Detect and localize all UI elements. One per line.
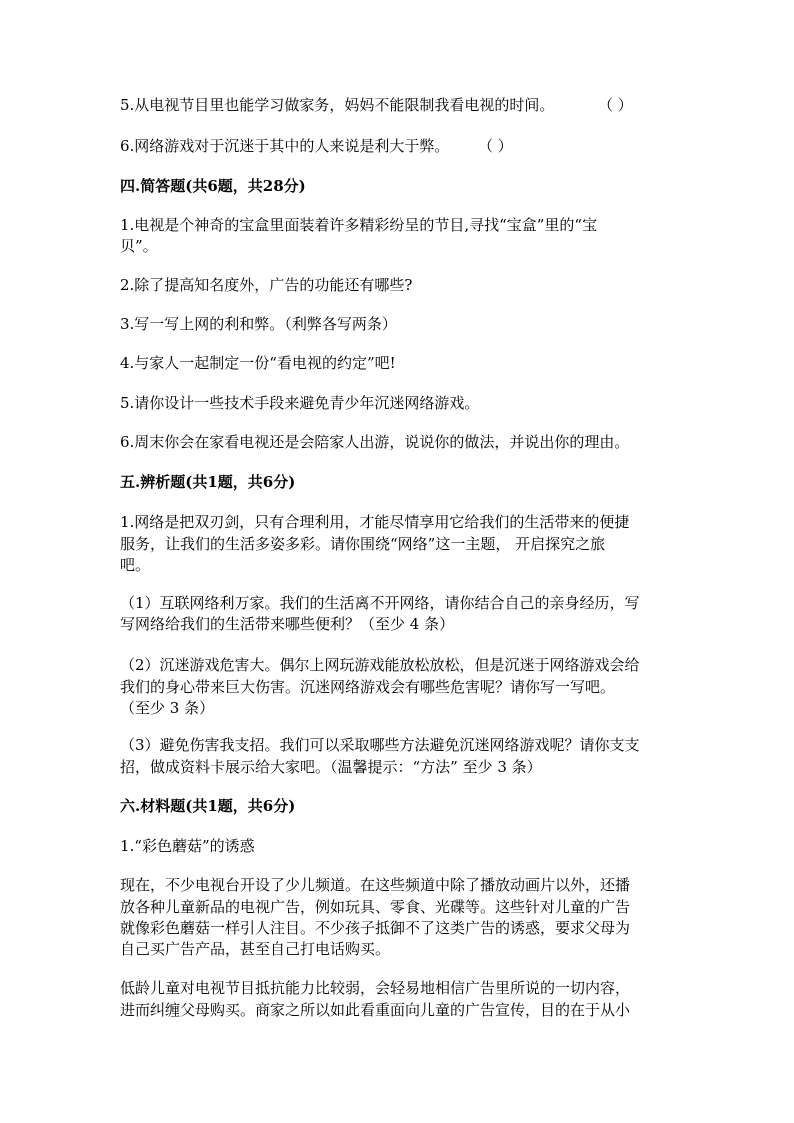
answer-blank[interactable]: （ ） bbox=[598, 96, 633, 114]
analysis-part-2-line-2: 我们的身心带来巨大伤害。沉迷网络游戏会有哪些危害呢？请你写一写吧。 bbox=[120, 678, 616, 696]
material-paragraph-1-line-3: 就像彩色蘑菇一样引人注目。不少孩子抵御不了这类广告的诱惑，要求父母为 bbox=[120, 919, 631, 937]
section-heading-material: 六.材料题(共1题，共6分) bbox=[120, 797, 296, 815]
material-paragraph-2-line-1: 低龄儿童对电视节目抵抗能力比较弱，会轻易地相信广告里所说的一切内容， bbox=[120, 979, 631, 997]
section-heading-short-answer: 四.简答题(共6题，共28分) bbox=[120, 177, 306, 195]
analysis-1-line-3: 吧。 bbox=[120, 556, 151, 574]
material-paragraph-1-line-2: 放各种儿童新品的电视广告，例如玩具、零食、光碟等。这些针对儿童的广告 bbox=[120, 898, 631, 916]
question-text: 5.从电视节目里也能学习做家务，妈妈不能限制我看电视的时间。 bbox=[120, 96, 555, 114]
material-paragraph-1-line-1: 现在，不少电视台开设了少儿频道。在这些频道中除了播放动画片以外，还播 bbox=[120, 876, 631, 894]
material-question-1-title: 1.“彩色蘑菇”的诱惑 bbox=[120, 837, 255, 855]
question-text: 6.网络游戏对于沉迷于其中的人来说是利大于弊。 bbox=[120, 137, 450, 155]
short-answer-4: 4.与家人一起制定一份“看电视的约定”吧! bbox=[120, 354, 396, 372]
material-paragraph-2-line-2: 进而纠缠父母购买。商家之所以如此看重面向儿童的广告宣传，目的在于从小 bbox=[120, 1001, 631, 1019]
analysis-part-1-line-2: 写网络给我们的生活带来哪些便利？（至少 4 条） bbox=[120, 615, 455, 633]
analysis-1-line-1: 1.网络是把双刃剑，只有合理利用，才能尽情享用它给我们的生活带来的便捷 bbox=[120, 513, 630, 531]
judgment-question-6 bbox=[120, 134, 680, 159]
analysis-part-2-line-3: （至少 3 条） bbox=[120, 699, 215, 717]
short-answer-5: 5.请你设计一些技术手段来避免青少年沉迷网络游戏。 bbox=[120, 394, 480, 412]
answer-blank[interactable]: （ ） bbox=[478, 137, 513, 155]
short-answer-1-line-2: 贝”。 bbox=[120, 237, 158, 255]
short-answer-2: 2.除了提高知名度外，广告的功能还有哪些? bbox=[120, 276, 413, 294]
material-paragraph-1-line-4: 自己买广告产品，甚至自己打电话购买。 bbox=[120, 940, 391, 958]
short-answer-1-line-1: 1.电视是个神奇的宝盒里面装着许多精彩纷呈的节目,寻找“宝盒”里的“宝 bbox=[120, 216, 598, 234]
analysis-1-line-2: 服务，让我们的生活多姿多彩。请你围绕“网络”这一主题， 开启探究之旅 bbox=[120, 535, 606, 553]
analysis-part-2-line-1: （2）沉迷游戏危害大。偶尔上网玩游戏能放松放松，但是沉迷于网络游戏会给 bbox=[120, 656, 640, 674]
judgment-question-5 bbox=[120, 93, 680, 118]
section-heading-analysis: 五.辨析题(共1题，共6分) bbox=[120, 473, 296, 491]
short-answer-6: 6.周末你会在家看电视还是会陪家人出游，说说你的做法，并说出你的理由。 bbox=[120, 433, 630, 451]
analysis-part-1-line-1: （1）互联网络利万家。我们的生活离不开网络，请你结合自己的亲身经历，写 bbox=[120, 594, 640, 612]
short-answer-3: 3.写一写上网的利和弊。（利弊各写两条） bbox=[120, 315, 397, 333]
analysis-part-3-line-2: 招，做成资料卡展示给大家吧。（温馨提示：“方法” 至少 3 条） bbox=[120, 758, 542, 776]
analysis-part-3-line-1: （3）避免伤害我支招。我们可以采取哪些方法避免沉迷网络游戏呢？请你支支 bbox=[120, 736, 640, 754]
